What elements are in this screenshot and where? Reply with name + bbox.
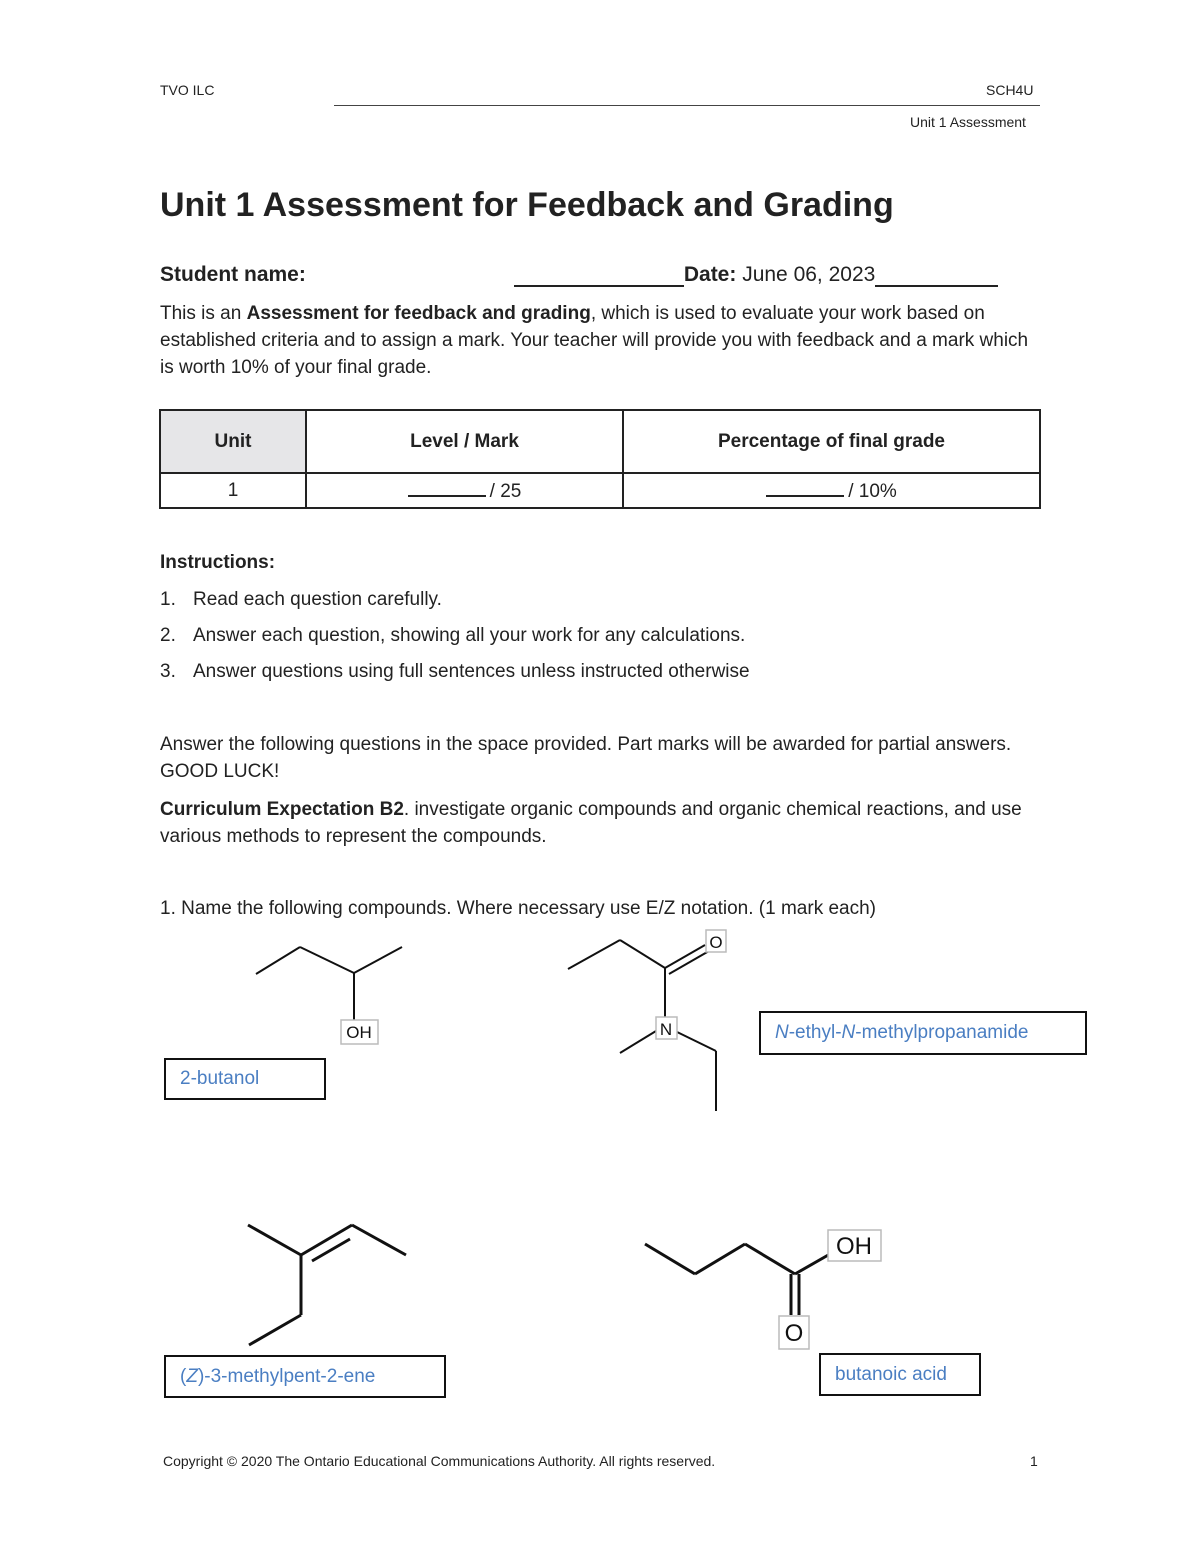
carbonyl-oxygen-label: O (784, 1320, 804, 1347)
hydroxyl-label: OH (346, 1023, 372, 1042)
molecule-n-ethyl-n-methylpropanamide (560, 925, 740, 1120)
header-divider (334, 105, 1040, 106)
instruction-number: 2. (160, 625, 176, 646)
student-info-row (160, 262, 1042, 292)
intro-paragraph (160, 300, 1040, 381)
footer-copyright: Copyright © 2020 The Ontario Educational Communications Authority. All rights reserved. (163, 1453, 716, 1469)
answer-box-a[interactable] (164, 1058, 326, 1100)
answer-d-text: butanoic acid (835, 1363, 947, 1385)
grade-table (159, 409, 1041, 509)
answer-c-post: )-3-methylpent-2-ene (197, 1365, 376, 1387)
answer-box-b[interactable] (759, 1011, 1087, 1055)
answer-b-text (775, 1022, 1028, 1044)
col-level-mark: Level / Mark (306, 410, 623, 473)
instruction-text: Answer each question, showing all your work for any calculations. (193, 625, 746, 646)
molecule-2-butanol (240, 930, 420, 1050)
header-subtitle: Unit 1 Assessment (910, 114, 1026, 130)
date-underline (875, 262, 998, 287)
col-percentage: Percentage of final grade (623, 410, 1040, 473)
molecule-butanoic-acid (640, 1225, 890, 1355)
answer-c-pre: ( (180, 1365, 187, 1387)
instruction-number: 1. (160, 589, 176, 610)
answer-c-z: Z (186, 1365, 198, 1387)
instruction-item (160, 582, 750, 618)
date-label: Date: (683, 263, 737, 286)
header-org: TVO ILC (160, 82, 215, 98)
answer-box-c[interactable] (164, 1355, 446, 1398)
acid-hydroxyl-label: OH (836, 1233, 872, 1260)
page-title: Unit 1 Assessment for Feedback and Grading (160, 186, 894, 224)
instruction-text: Answer questions using full sentences unless instructed otherwise (193, 661, 750, 682)
oxygen-label: O (709, 933, 723, 952)
date-value: June 06, 2023 (742, 263, 876, 286)
answer-b-n2: N (841, 1022, 856, 1043)
grade-table-header (160, 410, 1040, 473)
unit-value: 1 (160, 473, 306, 508)
percent-blank[interactable] (766, 479, 844, 497)
mark-suffix: / 25 (489, 480, 522, 502)
intro-text-end: , which is used to evaluate your work based on established criteria and to assign a mark. Your teacher will provide you with feedback and a mark which is worth 10% of your final grade. (160, 303, 1029, 378)
student-name-field[interactable] (514, 262, 684, 287)
student-name-label: Student name: (160, 263, 306, 286)
percent-suffix: / 10% (848, 480, 897, 502)
percent-cell[interactable] (623, 473, 1040, 508)
instruction-text: Read each question carefully. (193, 589, 442, 610)
curriculum-label: Curriculum Expectation B2 (160, 799, 404, 820)
question-1-prompt: 1. Name the following compounds. Where necessary use E/Z notation. (1 mark each) (160, 898, 877, 919)
instructions-list (160, 582, 750, 690)
answer-a-text: 2-butanol (180, 1068, 260, 1089)
mark-blank[interactable] (408, 479, 486, 497)
answer-c-text (180, 1366, 375, 1388)
curriculum-text: . investigate organic compounds and organic chemical reactions, and use various methods to represent the compounds. (160, 799, 1022, 847)
answer-b-rest: -methylpropanamide (855, 1022, 1029, 1043)
nitrogen-label: N (659, 1020, 673, 1039)
instructions-heading: Instructions: (160, 552, 276, 573)
instruction-item (160, 618, 750, 654)
intro-bold-term: Assessment for feedback and grading (246, 303, 591, 324)
mark-cell[interactable] (306, 473, 623, 508)
answer-box-d[interactable] (819, 1353, 981, 1396)
header-course: SCH4U (986, 82, 1034, 98)
general-note: Answer the following questions in the space provided. Part marks will be awarded for partial answers. GOOD LUCK! (160, 734, 1012, 782)
answer-b-mid: -ethyl- (788, 1022, 842, 1043)
molecule-z-3-methylpent-2-ene (240, 1215, 420, 1355)
instruction-item (160, 654, 750, 690)
answer-b-n1: N (775, 1022, 789, 1043)
curriculum-expectation (160, 796, 1040, 850)
intro-text-start: This is an (160, 303, 247, 324)
instruction-number: 3. (160, 661, 176, 682)
col-unit: Unit (160, 410, 306, 473)
grade-table-row (160, 473, 1040, 508)
page-number: 1 (1030, 1453, 1038, 1469)
